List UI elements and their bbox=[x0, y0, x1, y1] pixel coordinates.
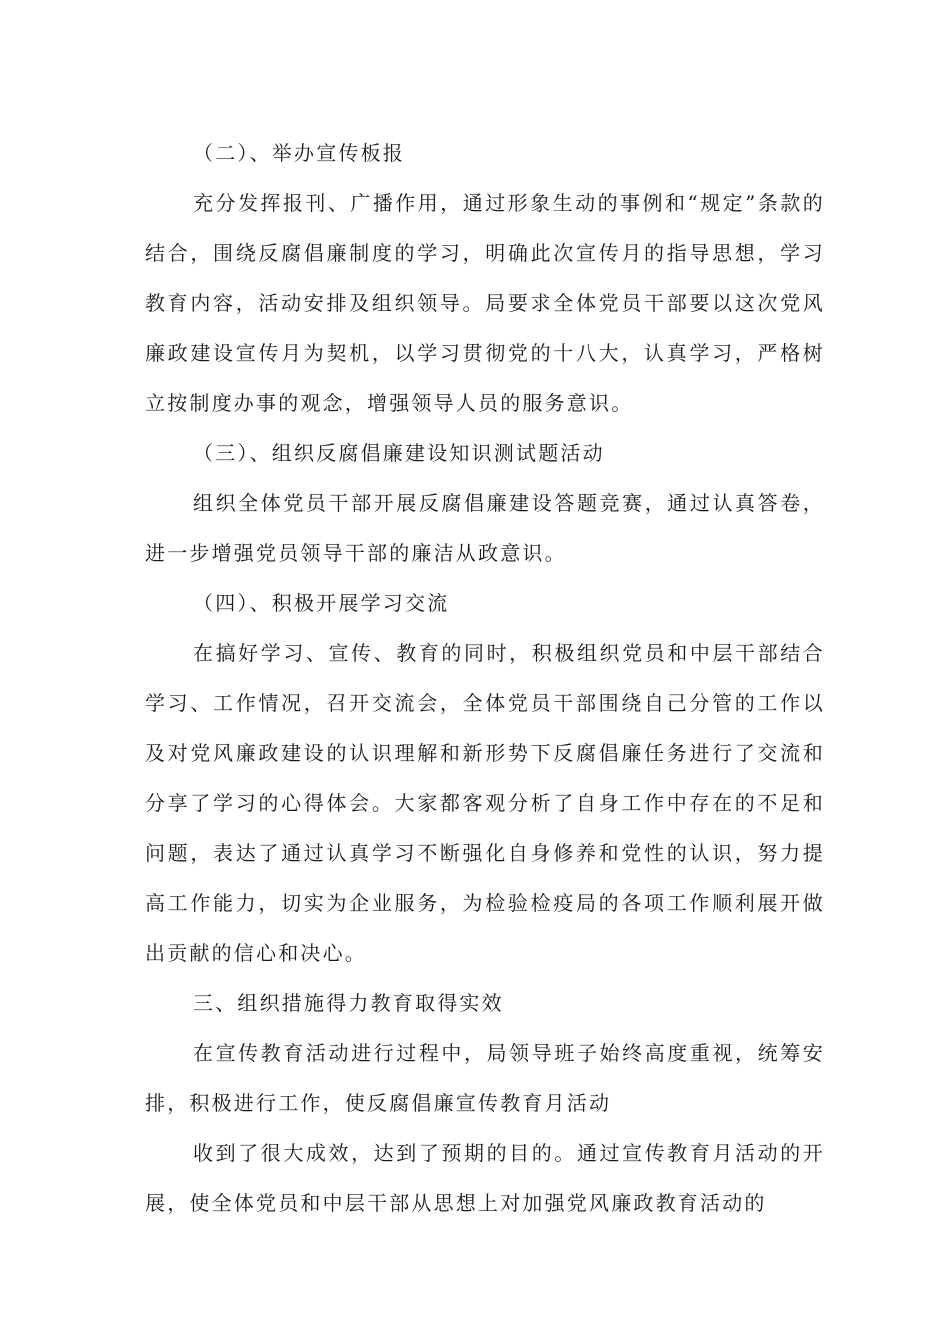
paragraph-results: 收到了很大成效，达到了预期的目的。通过宣传教育月活动的开展，使全体党员和中层干部从思想上对加强党风廉政教育活动的 bbox=[145, 1141, 825, 1215]
section-heading-three: （三）、组织反腐倡廉建设知识测试题活动 bbox=[193, 441, 605, 465]
section-heading-part-three: 三、组织措施得力教育取得实效 bbox=[193, 991, 504, 1015]
paragraph-bulletin-board: 充分发挥报刊、广播作用，通过形象生动的事例和“规定”条款的结合，围绕反腐倡廉制度的学习，明确此次宣传月的指导思想，学习教育内容，活动安排及组织领导。局要求全体党员干部要以这次党风廉政建设宣传月为契机，以学习贯彻党的十八大，认真学习，严格树立按制度办事的观念，增强领导人员的服务意识。 bbox=[145, 191, 825, 415]
section-heading-four: （四）、积极开展学习交流 bbox=[193, 591, 450, 615]
paragraph-knowledge-test: 组织全体党员干部开展反腐倡廉建设答题竞赛，通过认真答卷，进一步增强党员领导干部的廉洁从政意识。 bbox=[145, 491, 825, 565]
paragraph-learning-exchange: 在搞好学习、宣传、教育的同时，积极组织党员和中层干部结合学习、工作情况，召开交流会，全体党员干部围绕自己分管的工作以及对党风廉政建设的认识理解和新形势下反腐倡廉任务进行了交流和分享了学习的心得体会。大家都客观分析了自身工作中存在的不足和问题，表达了通过认真学习不断强化自身修养和党性的认识，努力提高工作能力，切实为企业服务，为检验检疫局的各项工作顺利展开做出贡献的信心和决心。 bbox=[145, 641, 825, 965]
paragraph-leadership: 在宣传教育活动进行过程中，局领导班子始终高度重视，统筹安排，积极进行工作，使反腐倡廉宣传教育月活动 bbox=[145, 1041, 825, 1115]
document-body bbox=[145, 128, 825, 1228]
section-heading-two: （二）、举办宣传板报 bbox=[193, 141, 405, 165]
